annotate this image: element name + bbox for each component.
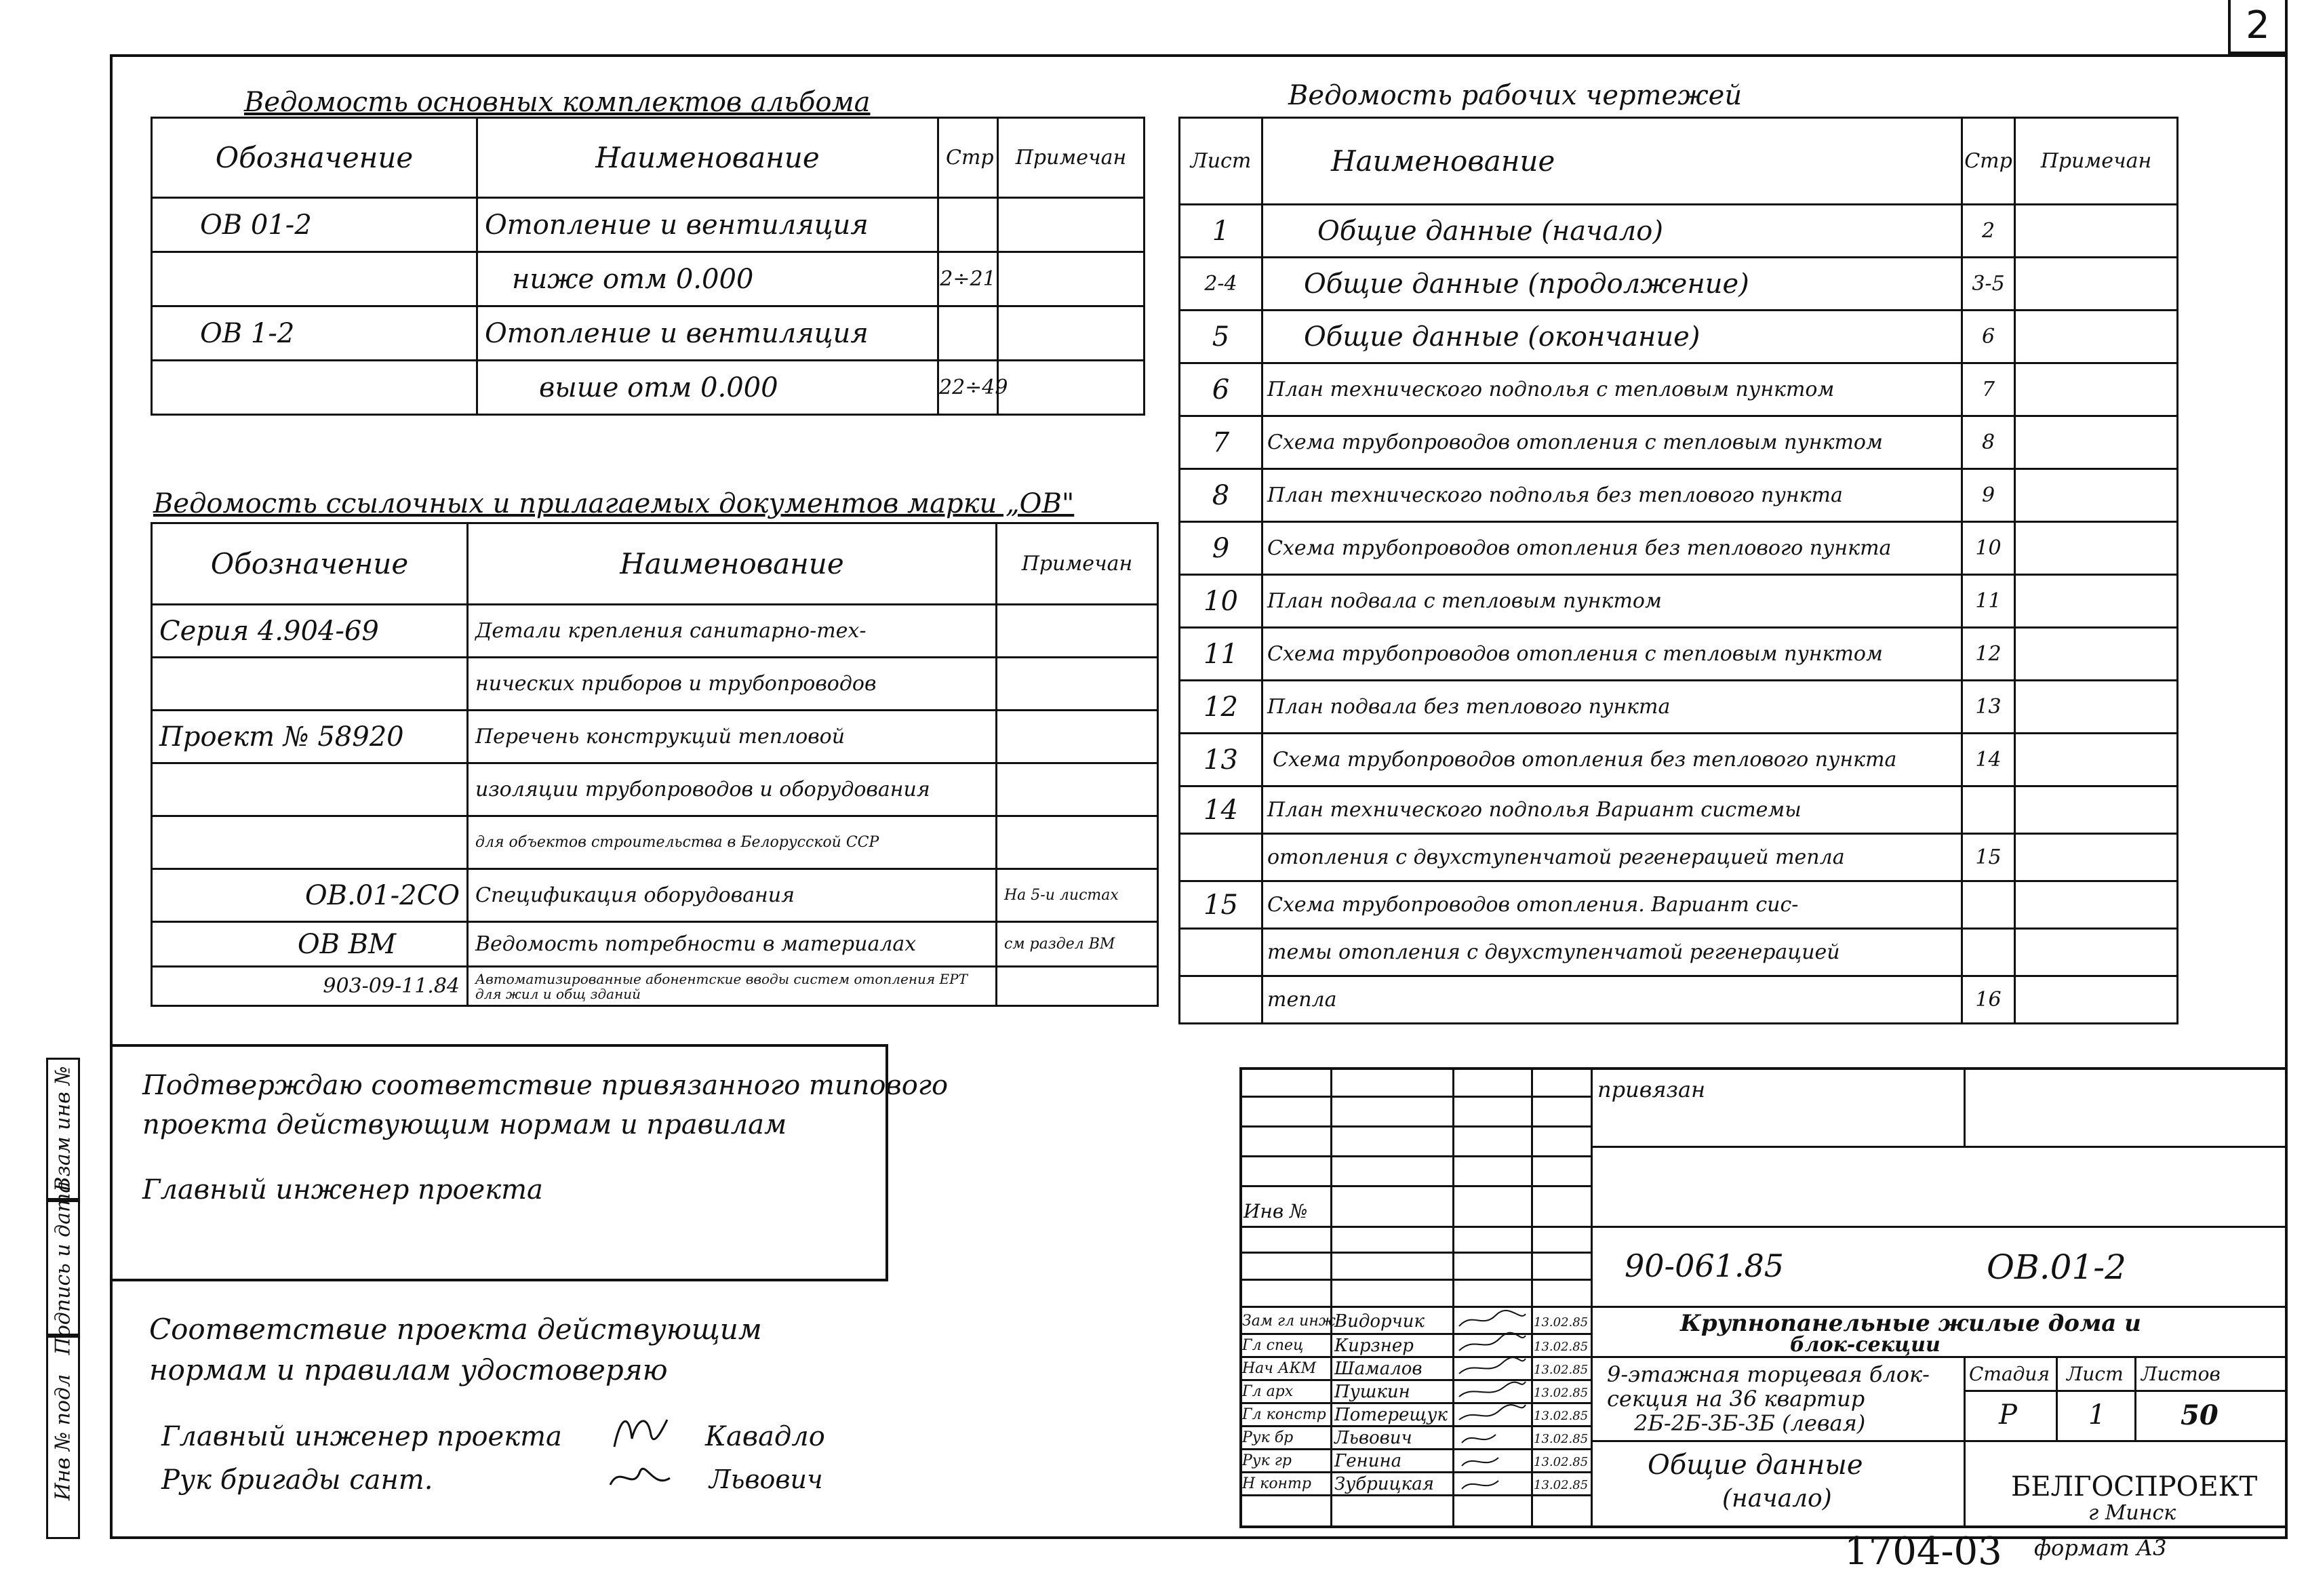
signature-icon — [609, 1408, 670, 1455]
cell: Схема трубопроводов отопления с тепловым пунктом — [1262, 628, 1962, 681]
cell: 12 — [1962, 628, 2015, 681]
table-row — [152, 198, 1145, 252]
cell: 9 — [1962, 469, 2015, 522]
stamp-hline — [1239, 1356, 1591, 1358]
cell: 11 — [1962, 575, 2015, 628]
cert-line-1: Подтверждаю соответствие привязанного типового — [142, 1070, 949, 1101]
person-role: Н контр — [1242, 1475, 1311, 1492]
cell: ниже отм 0.000 — [477, 252, 938, 306]
signature-icon — [606, 1458, 674, 1498]
table-header-row — [152, 118, 1145, 198]
cell — [2015, 205, 2178, 258]
table-row — [1180, 628, 2178, 681]
cell — [152, 658, 468, 711]
format-label: формат А3 — [2034, 1535, 2167, 1561]
cell: см раздел ВМ — [997, 922, 1158, 967]
cell: Общие данные (окончание) — [1262, 311, 1962, 363]
cell: Серия 4.904-69 — [152, 605, 468, 658]
cell — [2015, 469, 2178, 522]
cell: 16 — [1962, 976, 2015, 1024]
cell — [2015, 786, 2178, 834]
cell: выше отм 0.000 — [477, 361, 938, 415]
person-date: 13.02.85 — [1534, 1340, 1589, 1354]
stamp-vline — [2056, 1356, 2058, 1440]
person-role: Нач АКМ — [1242, 1360, 1317, 1377]
person-name: Генина — [1334, 1451, 1402, 1471]
drawing-number: 1704-03 — [1844, 1530, 2002, 1574]
cell — [152, 763, 468, 816]
cell: 15 — [1180, 881, 1262, 929]
cell: Детали крепления санитарно-тех- — [468, 605, 997, 658]
cell: для объектов строительства в Белорусской ССР — [468, 816, 997, 869]
stamp-hline — [1239, 1333, 1591, 1335]
cell — [2015, 522, 2178, 575]
cell: 6 — [1180, 363, 1262, 416]
cell: 12 — [1180, 681, 1262, 734]
cell: 7 — [1962, 363, 2015, 416]
col-page: Стр — [1962, 118, 2015, 205]
cell: Схема трубопроводов отопления с тепловым пунктом — [1262, 416, 1962, 469]
stamp-hline — [1239, 1306, 1591, 1308]
work-drawings-title: Ведомость рабочих чертежей — [1288, 80, 1743, 111]
stamp-hline — [1239, 1226, 1591, 1228]
cell — [997, 658, 1158, 711]
cell: Проект № 58920 — [152, 711, 468, 763]
person-name: Шамалов — [1334, 1359, 1422, 1379]
person-name: Потерещук — [1334, 1405, 1448, 1425]
table-row — [152, 711, 1158, 763]
cell — [2015, 881, 2178, 929]
cell: темы отопления с двухступенчатой регенерацией — [1262, 929, 1962, 976]
table-row — [152, 658, 1158, 711]
table-row — [1180, 834, 2178, 881]
cell: 2 — [1962, 205, 2015, 258]
table-row — [1180, 786, 2178, 834]
cert-line-6-name: Кавадло — [705, 1421, 825, 1452]
person-role: Гл констр — [1242, 1406, 1326, 1423]
cell — [1962, 929, 2015, 976]
col-name: Наименование — [468, 523, 997, 605]
col-note: Примечан — [998, 118, 1145, 198]
stamp-vline — [2134, 1356, 2136, 1440]
cell — [2015, 258, 2178, 311]
person-date: 13.02.85 — [1534, 1409, 1589, 1423]
col-note: Примечан — [2015, 118, 2178, 205]
page-number: 2 — [2228, 0, 2288, 54]
cell: Перечень конструкций тепловой — [468, 711, 997, 763]
cell — [468, 967, 997, 1006]
table-row — [1180, 734, 2178, 786]
table-row — [1180, 575, 2178, 628]
cell — [998, 198, 1145, 252]
stamp-hline — [1591, 1356, 2288, 1358]
cell: Отопление и вентиляция — [477, 198, 938, 252]
person-role: Рук бр — [1242, 1429, 1294, 1446]
cell: изоляции трубопроводов и оборудования — [468, 763, 997, 816]
table-header-row — [152, 523, 1158, 605]
signature-lvovich — [606, 1458, 674, 1501]
table-row — [1180, 976, 2178, 1024]
cell — [2015, 575, 2178, 628]
stage-label: Стадия — [1969, 1363, 2050, 1385]
stamp-hline — [1239, 1252, 1591, 1254]
stamp-vline — [1591, 1067, 1593, 1528]
col-name: Наименование — [1262, 118, 1962, 205]
project-mark: ОВ.01-2 — [1987, 1248, 2126, 1287]
cert-line-2: проекта действующим нормам и правилам — [142, 1109, 787, 1140]
org-city: г Минск — [2088, 1501, 2176, 1525]
stamp-vline — [1452, 1067, 1454, 1528]
cell: 8 — [1962, 416, 2015, 469]
cell: 10 — [1180, 575, 1262, 628]
cert-line-7-name: Львович — [709, 1464, 823, 1494]
cell: 2-4 — [1180, 258, 1262, 311]
table-row — [152, 922, 1158, 967]
cell — [2015, 929, 2178, 976]
side-label-signature: Подпись и дата — [51, 1180, 75, 1355]
cell: 6 — [1962, 311, 2015, 363]
cell: 13 — [1180, 734, 1262, 786]
cell: 11 — [1180, 628, 1262, 681]
col-page: Стр — [938, 118, 998, 198]
cell — [1180, 834, 1262, 881]
stamp-hline — [1591, 1440, 2288, 1442]
desc-line-2: секция на 36 квартир — [1607, 1386, 1865, 1412]
sheet-title-1: Общие данные — [1648, 1450, 1863, 1481]
sheet-title-2: (начало) — [1722, 1485, 1832, 1513]
col-note: Примечан — [997, 523, 1158, 605]
cell — [997, 763, 1158, 816]
cell: Отопление и вентиляция — [477, 306, 938, 361]
cell: 2÷21 — [938, 252, 998, 306]
cert-line-6-label: Главный инженер проекта — [161, 1421, 562, 1452]
cell: 9 — [1180, 522, 1262, 575]
cell — [2015, 976, 2178, 1024]
cell: 15 — [1962, 834, 2015, 881]
stamp-hline — [1239, 1425, 1591, 1427]
stamp-hline — [1239, 1402, 1591, 1404]
cell: Схема трубопроводов отопления без теплового пункта — [1262, 522, 1962, 575]
person-role: Гл арх — [1242, 1383, 1294, 1400]
album-sets-table — [151, 117, 1145, 416]
col-name: Наименование — [477, 118, 938, 198]
album-sets-title: Ведомость основных комплектов альбома — [244, 87, 871, 118]
cell: ОВ 01-2 — [152, 198, 477, 252]
cert-line-3: Главный инженер проекта — [142, 1174, 543, 1205]
stamp-hline — [1239, 1279, 1591, 1281]
table-row — [1180, 522, 2178, 575]
cell: Ведомость потребности в материалах — [468, 922, 997, 967]
cell — [997, 711, 1158, 763]
col-designation: Обозначение — [152, 523, 468, 605]
table-row — [152, 763, 1158, 816]
person-role: Рук гр — [1242, 1452, 1292, 1469]
cell: 10 — [1962, 522, 2015, 575]
person-name: Зубрицкая — [1334, 1474, 1434, 1494]
table-row — [1180, 205, 2178, 258]
sheets-value: 50 — [2181, 1399, 2219, 1431]
stamp-vline — [1964, 1067, 1966, 1146]
cell: 14 — [1180, 786, 1262, 834]
cell — [2015, 416, 2178, 469]
cell — [998, 361, 1145, 415]
stamp-hline — [1239, 1185, 1591, 1187]
cell — [1180, 929, 1262, 976]
cell: На 5-и листах — [997, 869, 1158, 922]
stamp-hline — [1239, 1379, 1591, 1381]
cell — [998, 252, 1145, 306]
cell — [2015, 311, 2178, 363]
table-row — [1180, 311, 2178, 363]
cell: План технического подполья без теплового пункта — [1262, 469, 1962, 522]
stamp-hline — [1239, 1125, 1591, 1128]
cell: Схема трубопроводов отопления. Вариант сис- — [1262, 881, 1962, 929]
stamp-hline — [1591, 1146, 2288, 1148]
table-row — [152, 967, 1158, 1006]
table-row — [1180, 416, 2178, 469]
person-name: Львович — [1334, 1428, 1412, 1448]
table-row — [152, 306, 1145, 361]
cell: Общие данные (начало) — [1262, 205, 1962, 258]
col-designation: Обозначение — [152, 118, 477, 198]
table-row — [152, 816, 1158, 869]
side-strip-signature — [46, 1180, 80, 1355]
cell — [1180, 976, 1262, 1024]
person-date: 13.02.85 — [1534, 1432, 1589, 1446]
side-label-replacement: Взам инв № — [51, 1066, 75, 1192]
table-row — [1180, 681, 2178, 734]
cell — [152, 816, 468, 869]
signature-icon — [1455, 1309, 1528, 1519]
cell — [938, 306, 998, 361]
cell: ОВ.01-2СО — [152, 869, 468, 922]
table-header-row — [1180, 118, 2178, 205]
sheets-label: Листов — [2141, 1363, 2221, 1385]
cell — [997, 816, 1158, 869]
cell: 8 — [1180, 469, 1262, 522]
side-label-inv-orig: Инв № подл — [51, 1374, 75, 1501]
col-sheet: Лист — [1180, 118, 1262, 205]
table-row — [1180, 258, 2178, 311]
stamp-hline — [1239, 1096, 1591, 1098]
cell: План подвала без теплового пункта — [1262, 681, 1962, 734]
desc-line-3: 2Б-2Б-3Б-3Б (левая) — [1634, 1410, 1866, 1436]
cell — [997, 967, 1158, 1006]
cell — [2015, 834, 2178, 881]
cell — [1962, 881, 2015, 929]
person-name: Кирзнер — [1334, 1336, 1414, 1356]
table-row — [1180, 929, 2178, 976]
stamp-hline — [1239, 1471, 1591, 1473]
cell — [2015, 681, 2178, 734]
stamp-vline — [1330, 1067, 1332, 1528]
cert-line-4: Соответствие проекта действующим — [149, 1313, 762, 1346]
cell: План технического подполья с тепловым пунктом — [1262, 363, 1962, 416]
stamp-hline — [1239, 1494, 1591, 1496]
work-drawings-table — [1178, 117, 2178, 1024]
ref-docs-table — [151, 522, 1159, 1007]
cell — [1962, 786, 2015, 834]
project-title-1: Крупнопанельные жилые дома и — [1680, 1310, 2141, 1337]
cell — [938, 198, 998, 252]
cell: 5 — [1180, 311, 1262, 363]
person-date: 13.02.85 — [1534, 1315, 1589, 1330]
side-strip-inv-orig — [46, 1336, 80, 1539]
cell: 22÷49 — [938, 361, 998, 415]
table-row — [152, 869, 1158, 922]
cert-line-5: нормам и правилам удостоверяю — [149, 1353, 668, 1386]
stage-value: Р — [1999, 1399, 2017, 1431]
cell — [152, 361, 477, 415]
cell: Спецификация оборудования — [468, 869, 997, 922]
stamp-hline — [1239, 1155, 1591, 1157]
person-name: Видорчик — [1334, 1311, 1425, 1332]
cell — [2015, 363, 2178, 416]
cell — [2015, 734, 2178, 786]
person-date: 13.02.85 — [1534, 1386, 1589, 1400]
cell: тепла — [1262, 976, 1962, 1024]
cell — [2015, 628, 2178, 681]
cell: отопления с двухступенчатой регенерацией тепла — [1262, 834, 1962, 881]
person-role: Зам гл инж — [1242, 1313, 1336, 1330]
person-name: Пушкин — [1334, 1382, 1410, 1402]
cell: 7 — [1180, 416, 1262, 469]
cell: 1 — [1180, 205, 1262, 258]
stamp-vline — [1964, 1356, 1966, 1528]
sheet-value: 1 — [2088, 1399, 2106, 1431]
cell — [997, 605, 1158, 658]
privyazan-label: привязан — [1597, 1077, 1706, 1102]
project-title-2: блок-секции — [1790, 1333, 1941, 1357]
cell: План технического подполья Вариант системы — [1262, 786, 1962, 834]
cell: План подвала с тепловым пунктом — [1262, 575, 1962, 628]
table-row — [152, 605, 1158, 658]
person-date: 13.02.85 — [1534, 1363, 1589, 1377]
table-row — [1180, 469, 2178, 522]
person-date: 13.02.85 — [1534, 1478, 1589, 1492]
cell: ОВ 1-2 — [152, 306, 477, 361]
cell: ОВ ВМ — [152, 922, 468, 967]
cell: 14 — [1962, 734, 2015, 786]
cell: Схема трубопроводов отопления без теплового пункта — [1262, 734, 1962, 786]
cell — [152, 252, 477, 306]
cell: Общие данные (продолжение) — [1262, 258, 1962, 311]
cell — [998, 306, 1145, 361]
stamp-hline — [1239, 1448, 1591, 1450]
table-row — [1180, 881, 2178, 929]
side-strip-replacement — [46, 1058, 80, 1200]
person-date: 13.02.85 — [1534, 1455, 1589, 1469]
stamp-hline — [1591, 1226, 2288, 1228]
cell: 13 — [1962, 681, 2015, 734]
org-name: БЕЛГОСПРОЕКТ — [2011, 1471, 2258, 1502]
cert-line-7-label: Рук бригады сант. — [161, 1464, 433, 1496]
sheet-label: Лист — [2067, 1363, 2124, 1385]
stamp-hline — [1964, 1390, 2288, 1392]
desc-line-1: 9-этажная торцевая блок- — [1607, 1361, 1930, 1387]
person-role: Гл спец — [1242, 1337, 1304, 1354]
cell: 3-5 — [1962, 258, 2015, 311]
table-row — [1180, 363, 2178, 416]
cell: 903-09-11.84 — [152, 967, 468, 1006]
signature-kavadlo — [609, 1408, 670, 1464]
stamp-vline — [1531, 1067, 1533, 1528]
project-code: 90-061.85 — [1625, 1248, 1785, 1284]
inv-number-label: Инв № — [1243, 1200, 1308, 1222]
table-row — [152, 252, 1145, 306]
cell-text: Автоматизированные абонентские вводы систем отопления ЕРТ для жил и общ зданий — [475, 970, 968, 1002]
cell: нических приборов и трубопроводов — [468, 658, 997, 711]
stamp-hline — [1591, 1306, 2288, 1308]
table-row — [152, 361, 1145, 415]
ref-docs-title: Ведомость ссылочных и прилагаемых документов марки „ОВ" — [153, 488, 1075, 519]
